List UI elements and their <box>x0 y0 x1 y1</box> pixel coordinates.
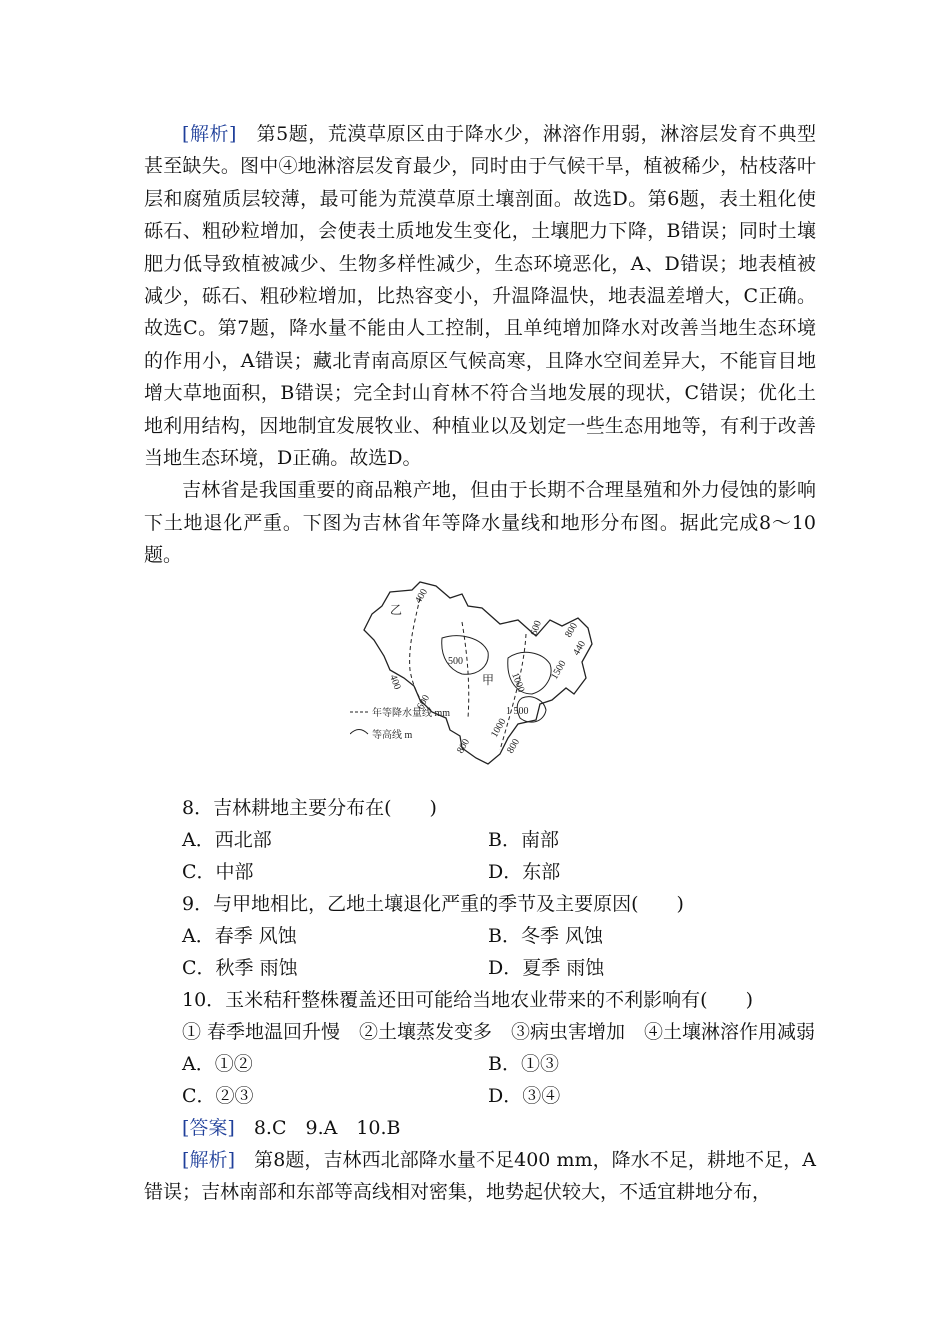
question-9-stem: 9．与甲地相比，乙地土壤退化严重的季节及主要原因( ) <box>182 892 684 915</box>
isohyet-400 <box>410 598 422 702</box>
label-1000b: 1000 <box>489 716 509 740</box>
option-8c: C．中部 <box>182 860 254 883</box>
label-1500b: 1 500 <box>506 705 529 717</box>
label-440: 440 <box>571 638 589 658</box>
intro-paragraph: 吉林省是我国重要的商品粮产地，但由于长期不合理垦殖和外力侵蚀的影响下土地退化严重。下图为吉林省年等降水量线和地形分布图。据此完成8～10题。 <box>144 479 816 567</box>
option-9d: D．夏季 雨蚀 <box>488 956 605 979</box>
label-800c: 800 <box>505 736 523 756</box>
analysis-tag: [解析] <box>182 123 237 145</box>
label-1500a: 1500 <box>549 658 569 682</box>
option-8d: D．东部 <box>488 860 561 883</box>
question-10-options-row1 <box>144 1048 816 1080</box>
analysis-paragraph-2 <box>144 1144 816 1209</box>
question-10-options-row2 <box>144 1080 816 1112</box>
option-8a: A．西北部 <box>182 828 272 851</box>
jilin-map <box>350 578 620 778</box>
analysis-text: 第5题，荒漠草原区由于降水少，淋溶作用弱，淋溶层发育不典型甚至缺失。图中④地淋溶层发育最少，同时由于气候干旱，植被稀少，枯枝落叶层和腐殖质层较薄，最可能为荒漠草原土壤剖面。故选D。第6题，表土粗化使砾石、粗砂粒增加，会使表土质地发生变化，土壤肥力下降，B错误；同时土壤肥力低导致植被减少、生物多样性减少，生态环境恶化，A、D错误；地表植被减少，砾石、粗砂粒增加，比热容变小，升温降温快，地表温差增大，C正确。故选C。第7题，降水量不能由人工控制，且单纯增加降水对改善当地生态环境的作用小，A错误；藏北青南高原区气候高寒，且降水空间差异大，不能盲目地增大草地面积，B错误；完全封山育林不符合当地发展的现状，C错误；优化土地利用结构，因地制宜发展牧业、种植业以及划定一些生态用地等，有利于改善当地生态环境，D正确。故选D。 <box>144 123 817 470</box>
label-jia: 甲 <box>482 672 495 687</box>
question-10-statements: ① 春季地温回升慢 ②土壤蒸发变多 ③病虫害增加 ④土壤淋溶作用减弱 <box>182 1020 816 1043</box>
question-8-stem: 8．吉林耕地主要分布在( ) <box>182 796 437 819</box>
analysis-paragraph-1 <box>144 118 816 474</box>
document-page <box>144 118 816 1209</box>
option-9a: A．春季 风蚀 <box>182 924 297 947</box>
label-yi: 乙 <box>390 602 403 617</box>
option-10c: C．②③ <box>182 1084 254 1107</box>
answer-tag: [答案] <box>182 1116 235 1139</box>
analysis-tag-2: [解析] <box>182 1148 236 1171</box>
label-1000a: 1000 <box>509 670 527 694</box>
answer-text: 8.C 9.A 10.B <box>234 1116 401 1139</box>
option-9c: C．秋季 雨蚀 <box>182 956 298 979</box>
label-500: 500 <box>448 655 463 667</box>
option-10b: B．①③ <box>488 1052 559 1075</box>
label-600a: 600 <box>528 618 544 637</box>
label-800b: 800 <box>455 736 473 756</box>
question-8-options-row1 <box>144 824 816 856</box>
label-800a: 800 <box>563 620 581 640</box>
legend-contour: 等高线 m <box>372 729 413 741</box>
legend-precip: 年等降水量线 mm <box>372 707 451 719</box>
analysis-text-2: 第8题，吉林西北部降水量不足400 mm，降水不足，耕地不足，A错误；吉林南部和东部等高线相对密集，地势起伏较大，不适宜耕地分布， <box>144 1148 816 1204</box>
question-8-options-row2 <box>144 856 816 888</box>
question-10-stem: 10．玉米秸秆整株覆盖还田可能给当地农业带来的不利影响有( ) <box>182 988 754 1011</box>
option-10a: A．①② <box>182 1052 253 1075</box>
contour-500 <box>442 635 488 674</box>
label-400b: 400 <box>387 672 403 691</box>
option-10d: D．③④ <box>488 1084 561 1107</box>
question-9-options-row2 <box>144 952 816 984</box>
jilin-map-figure <box>144 578 816 788</box>
answer-line <box>144 1112 816 1144</box>
question-9-options-row1 <box>144 920 816 952</box>
legend-solid-icon <box>350 729 368 734</box>
option-8b: B．南部 <box>488 828 559 851</box>
option-9b: B．冬季 风蚀 <box>488 924 604 947</box>
label-600b: 600 <box>415 692 433 712</box>
label-400a: 400 <box>413 586 431 606</box>
